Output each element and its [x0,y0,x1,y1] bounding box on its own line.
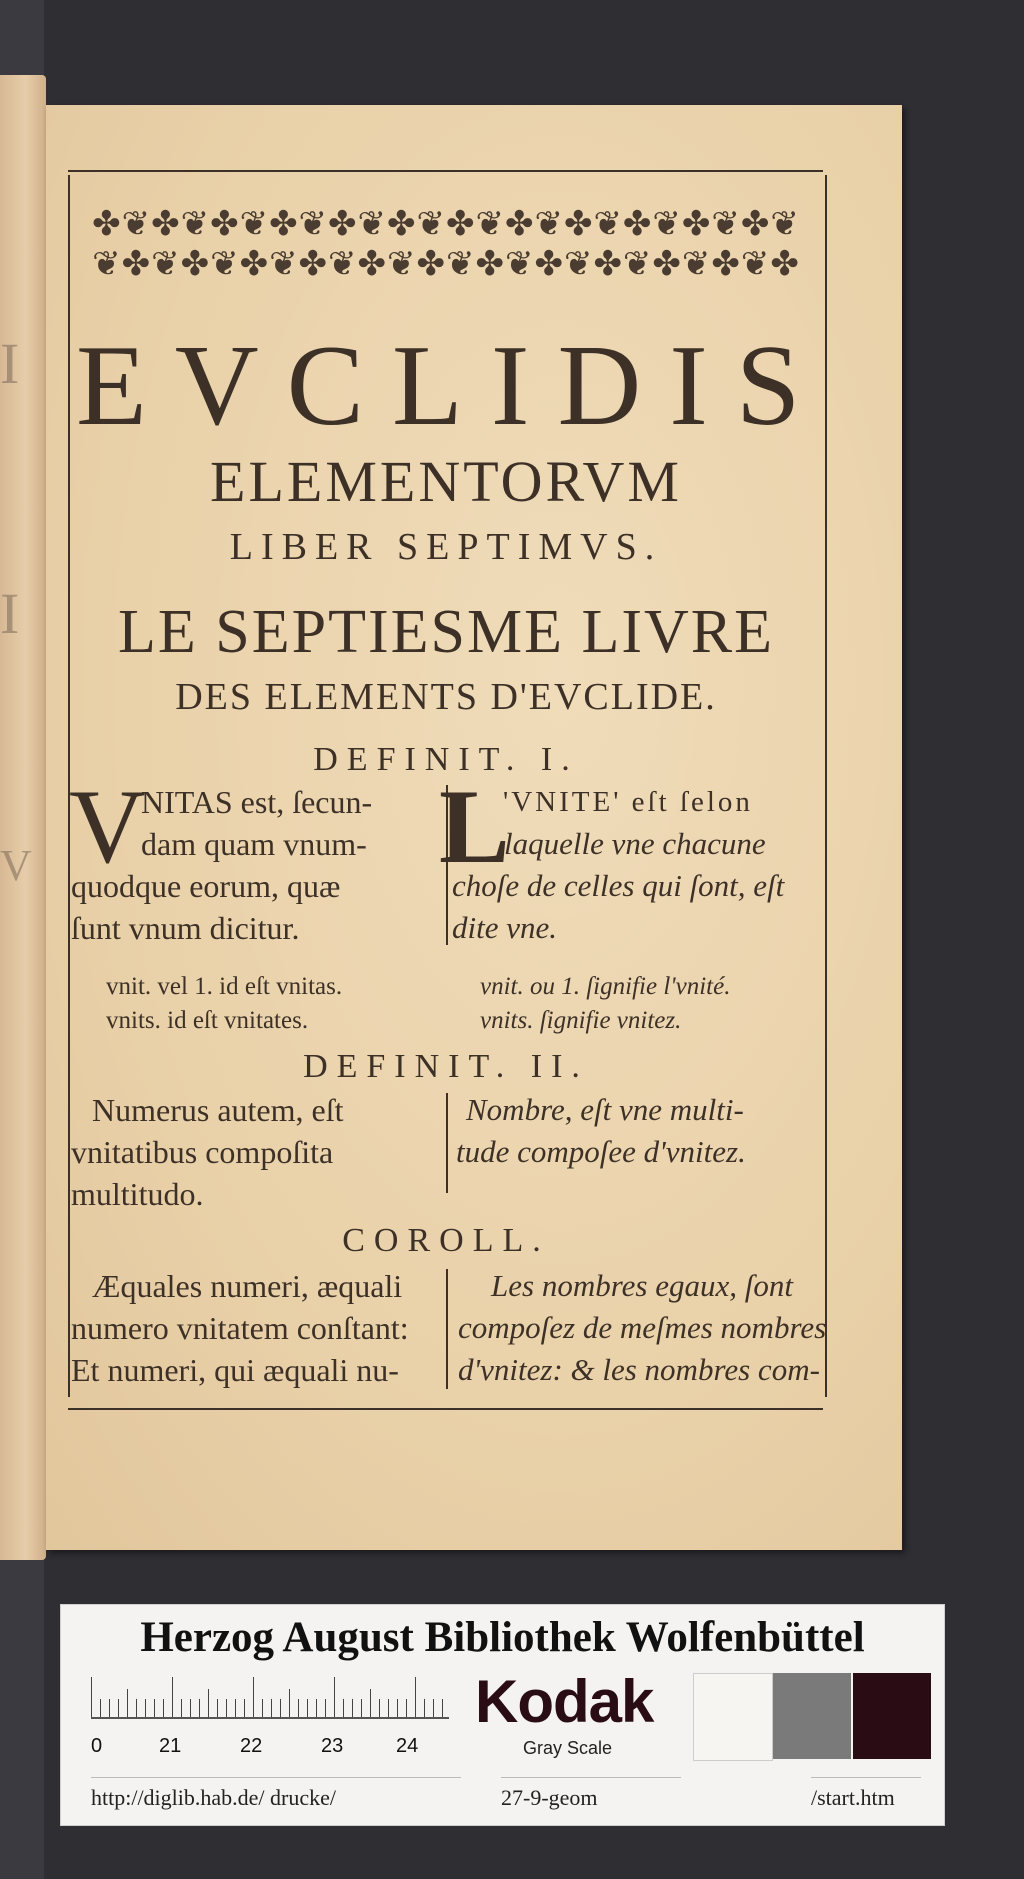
title-french-line1: LE SEPTIESME LIVRE [118,598,774,666]
latin-text-line: Numerus autem, eſt [92,1092,344,1128]
latin-text-line: vnitatibus compoſita [71,1134,334,1170]
french-text-line: 'VNITE' eſt ſelon [503,786,753,818]
top-rule [68,170,823,172]
definition-1-heading: DEFINIT. I. [313,741,579,778]
title-french-line2: DES ELEMENTS D'EVCLIDE. [175,676,717,718]
french-note: vnits. ſignifie vnitez. [480,1007,682,1034]
url-part: http://diglib.hab.de/ drucke/ [91,1777,461,1818]
gray-scale-label: Gray Scale [523,1738,613,1758]
latin-text-line: Æquales numeri, æquali [92,1268,403,1304]
corollary-heading: COROLL. [342,1222,550,1259]
latin-note: vnits. id eſt vnitates. [106,1007,309,1034]
ghost-letter: V [0,841,32,890]
url-part: /start.htm [811,1777,921,1818]
latin-text-line: multitudo. [71,1176,204,1212]
ruler-number: 22 [240,1735,263,1757]
french-note: vnit. ou 1. ſignifie l'vnité. [480,973,731,1000]
book-page [46,105,902,1550]
ruler-number: 21 [159,1735,182,1757]
ruler-number: 24 [396,1735,419,1757]
french-text-line: tude compoſee d'vnitez. [456,1134,746,1169]
ghost-letter: I [0,331,20,396]
ruler-number: 0 [91,1735,103,1757]
title-euclidis: EVCLIDIS [76,322,829,450]
url-part: 27-9-geom [501,1777,681,1818]
title-elementorum: ELEMENTORVM [210,449,682,514]
latin-text-line: Et numeri, qui æquali nu- [71,1352,399,1388]
fleuron-border-ornament: ✤❦✤❦✤❦✤❦✤❦✤❦✤❦✤❦✤❦✤❦✤❦✤❦ ❦✤❦✤❦✤❦✤❦✤❦✤❦✤❦✤❦✤❦✤❦✤❦✤ [92,206,800,283]
ruler-number: 23 [321,1735,344,1757]
library-calibration-card [60,1604,945,1826]
latin-dropcap: V [69,768,146,885]
definition-2-heading: DEFINIT. II. [303,1048,589,1085]
ghost-letter: I [0,581,20,646]
french-text-line: compoſez de meſmes nombres [458,1310,827,1345]
french-text-line: laquelle vne chacune [504,826,766,861]
latin-text-line: numero vnitatem conſtant: [71,1310,409,1346]
french-dropcap: L [439,768,510,885]
measurement-ruler [91,1677,449,1719]
column-divider [446,1269,448,1389]
library-name: Herzog August Bibliothek Wolfenbüttel [140,1614,865,1661]
french-text-line: Nombre, eſt vne multi- [466,1092,744,1127]
french-text-line: Les nombres egaux, ſont [491,1268,793,1303]
column-divider [446,1093,448,1193]
latin-text-line: dam quam vnum- [141,826,367,862]
white-swatch [693,1673,773,1761]
latin-text-line: NITAS est, ſecun- [141,784,373,820]
bottom-rule [68,1408,823,1410]
previous-page-edge [0,75,46,1560]
french-text-line: d'vnitez: & les nombres com- [458,1352,820,1387]
french-text-line: dite vne. [452,910,558,945]
title-liber-septimus: LIBER SEPTIMVS. [229,526,663,568]
kodak-logo: Kodak [475,1668,654,1735]
latin-note: vnit. vel 1. id eſt vnitas. [106,973,343,1000]
latin-text-line: quodque eorum, quæ [71,868,341,904]
black-swatch [853,1673,931,1759]
gray-swatch [773,1673,851,1759]
french-text-line: choſe de celles qui ſont, eſt [452,868,785,903]
latin-text-line: ſunt vnum dicitur. [71,910,300,946]
